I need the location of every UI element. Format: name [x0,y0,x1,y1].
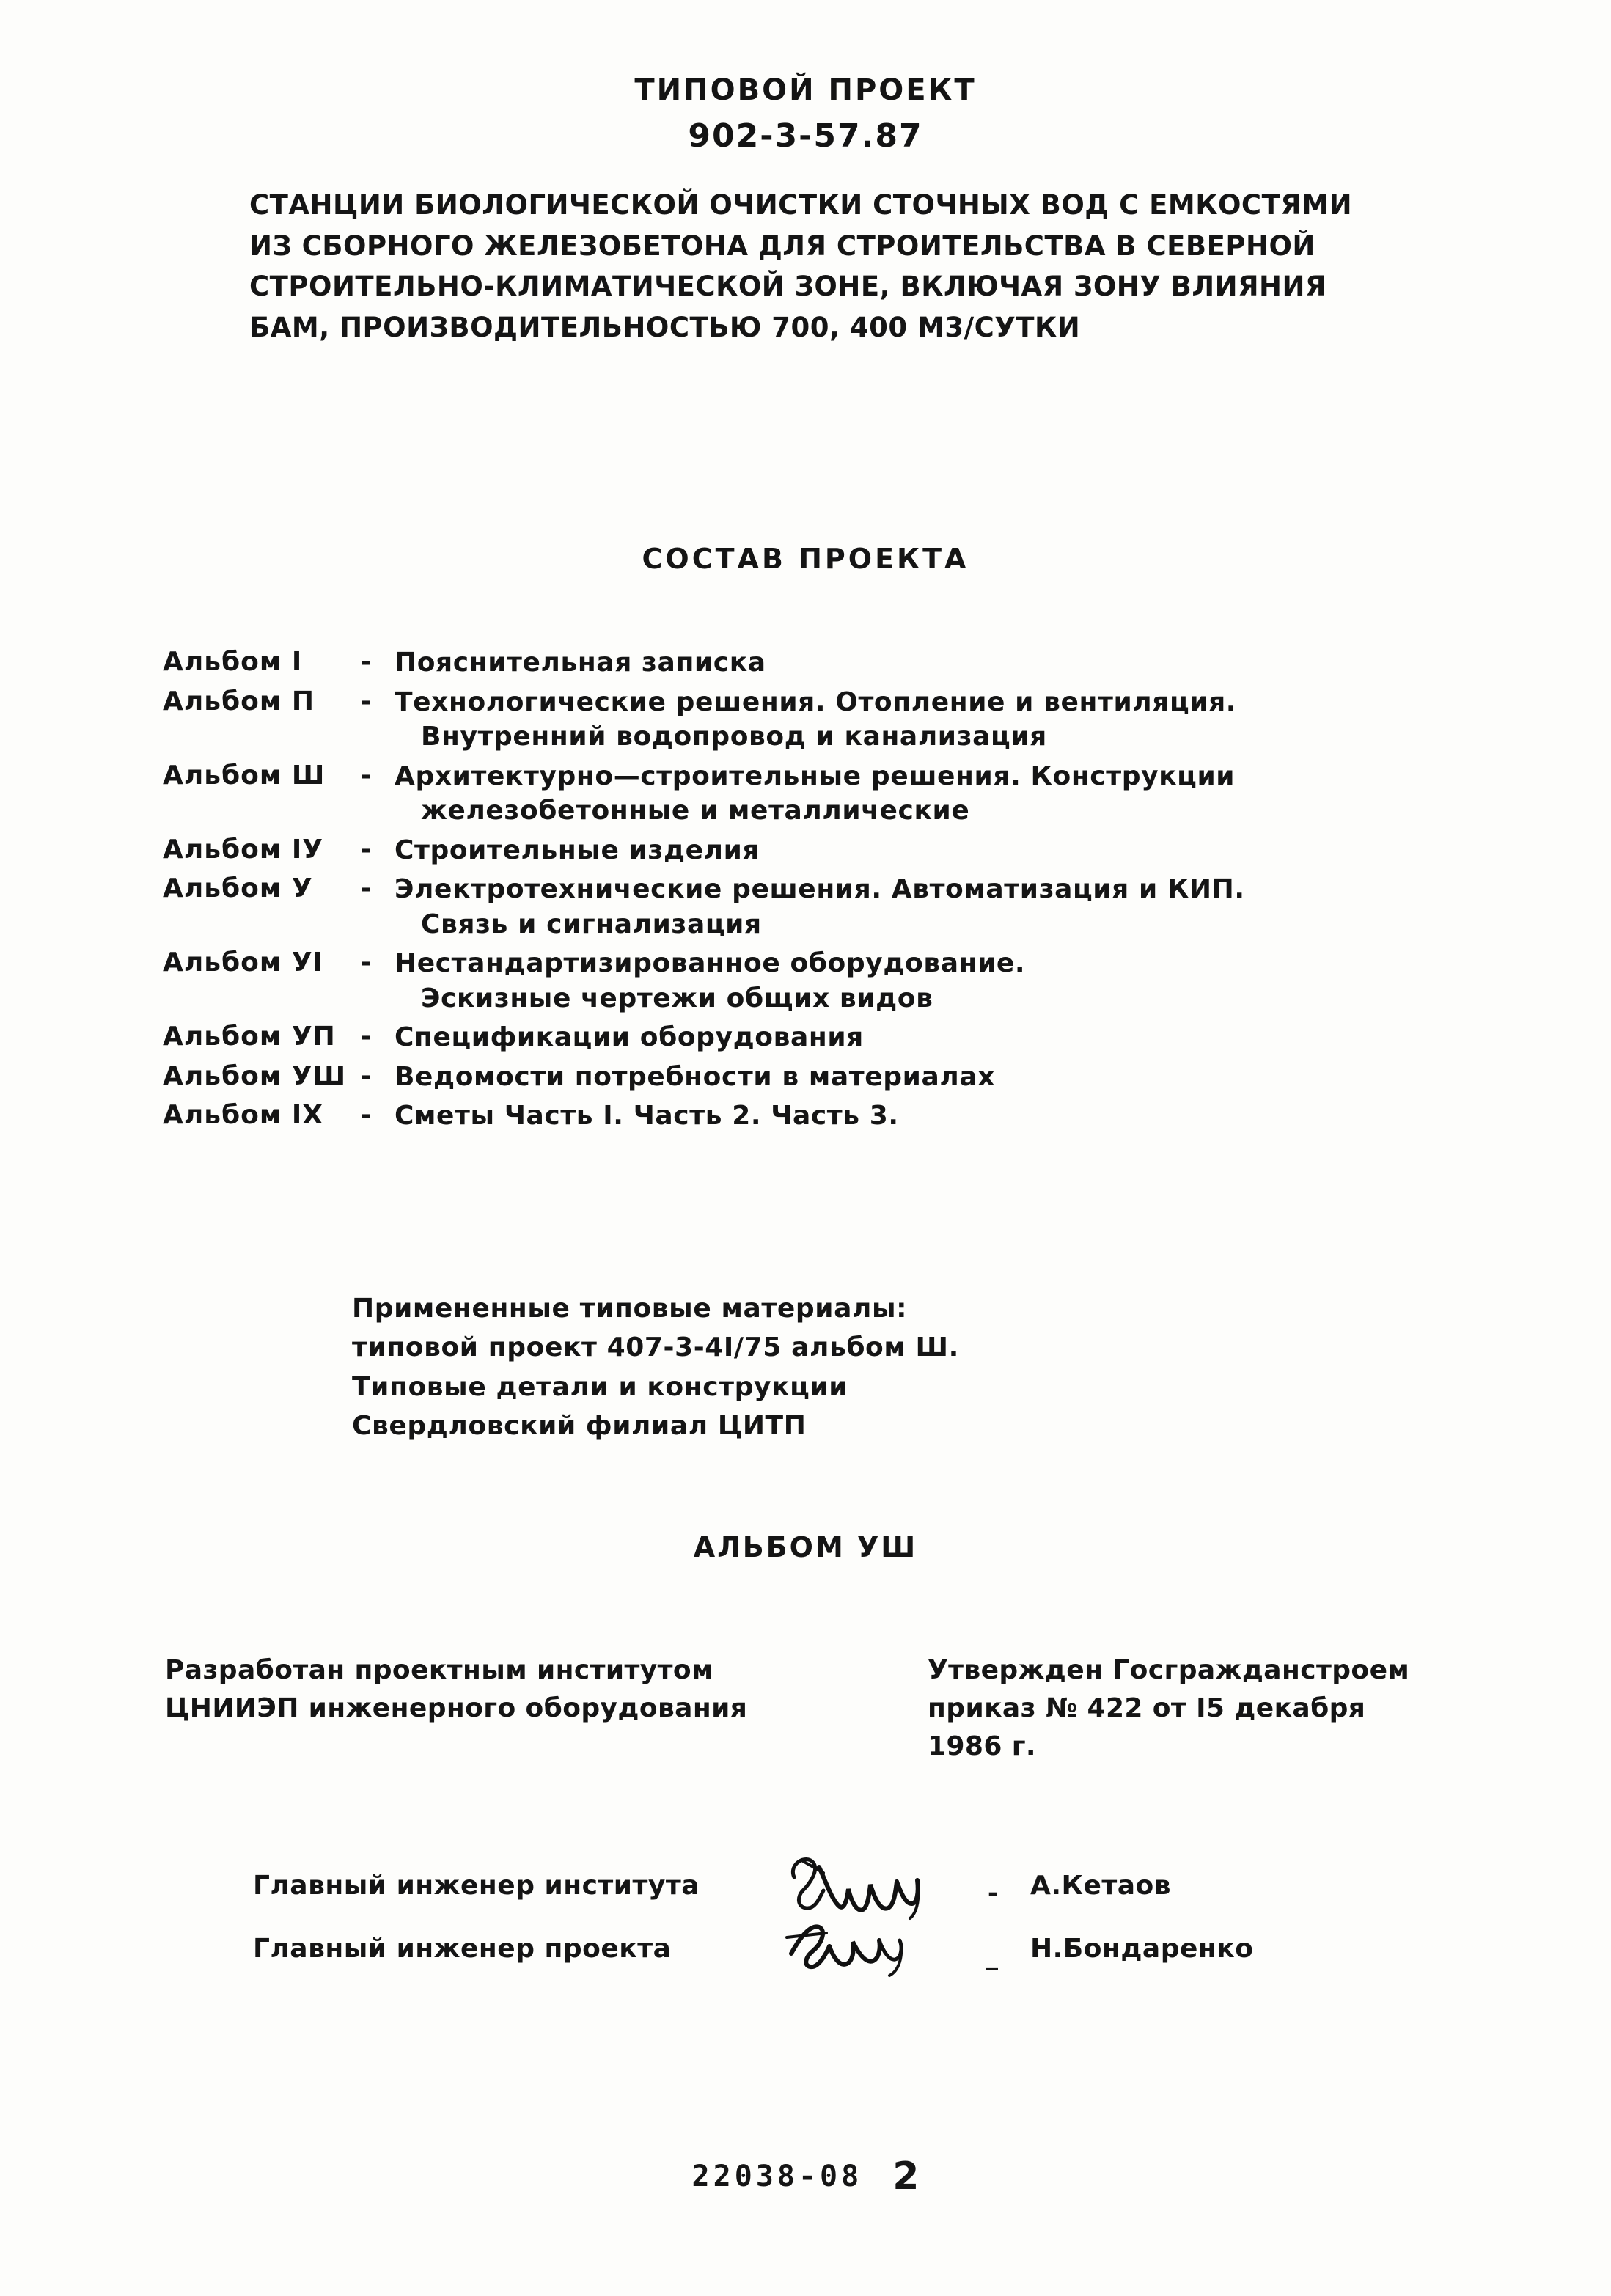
album-label: Альбом УШ [163,1060,347,1091]
album-dash: - [361,1100,372,1131]
signature-role: Главный инженер проекта [253,1933,672,1964]
signature-role: Главный инженер института [253,1870,700,1901]
project-code: 902-3-57.87 [688,117,923,155]
album-description [395,1099,1483,1134]
signature-name: Н.Бондаренко [1030,1933,1254,1964]
footer-document-code: 22038-08 [691,2160,863,2193]
album-description [395,833,1483,868]
developer-line-2: ЦНИИЭП инженерного оборудования [165,1693,748,1724]
signature-block [253,1854,1500,1980]
approval-block [165,1651,1485,1767]
album-description [395,872,1483,942]
developer-info [165,1651,796,1767]
signature-name: А.Кетаов [1030,1870,1172,1901]
approver-line-2: приказ № 422 от I5 декабря [928,1693,1366,1724]
album-description-line-1: Сметы Часть I. Часть 2. Часть 3. [395,1101,899,1132]
album-description-line-2: Эскизные чертежи общих видов [421,983,933,1013]
applied-materials-line-4: Свердловский филиал ЦИТП [352,1410,807,1441]
title-line-1: СТАНЦИИ БИОЛОГИЧЕСКОЙ ОЧИСТКИ СТОЧНЫХ ВОД С ЕМКОСТЯМИ [249,189,1353,221]
title-line-3: СТРОИТЕЛЬНО-КЛИМАТИЧЕСКОЙ ЗОНЕ, ВКЛЮЧАЯ ЗОНУ ВЛИЯНИЯ [249,271,1326,302]
applied-materials-line-3: Типовые детали и конструкции [352,1371,848,1402]
page-footer [0,2154,1611,2198]
album-description [395,1060,1483,1095]
list-item [163,833,1483,868]
current-album-name: АЛЬБОМ УШ [693,1531,918,1563]
album-description-line-1: Электротехнические решения. Автоматизация и КИП. [395,874,1245,905]
album-description-line-2: Внутренний водопровод и канализация [421,722,1047,752]
developer-line-1: Разработан проектным институтом [165,1655,713,1685]
applied-materials-line-1: Примененные типовые материалы: [352,1294,908,1324]
album-label: Альбом IX [163,1100,323,1131]
applied-materials-block [352,1289,1452,1445]
album-description-line-2: железобетонные и металлические [421,796,970,826]
album-label: Альбом Ш [163,760,326,791]
album-dash: - [361,760,372,791]
album-dash: - [361,1022,372,1052]
album-description-line-1: Технологические решения. Отопление и вентиляция. [395,686,1237,717]
applied-materials-line-2: типовой проект 407-3-4I/75 альбом Ш. [352,1332,959,1363]
approver-info [928,1651,1485,1767]
album-label: Альбом УI [163,947,323,978]
document-kicker: ТИПОВОЙ ПРОЕКТ [634,73,977,107]
album-label: Альбом П [163,686,315,716]
album-label: Альбом I [163,647,303,677]
list-item [163,1099,1483,1134]
list-item [163,872,1483,942]
album-description [395,685,1483,755]
album-description-line-1: Архитектурно—строительные решения. Конструкции [395,760,1236,791]
list-item [163,946,1483,1016]
album-description-line-1: Спецификации оборудования [395,1022,864,1053]
album-dash: - [361,1060,372,1091]
album-dash: - [361,947,372,978]
album-description-line-2: Связь и сигнализация [421,909,762,939]
list-item [163,1060,1483,1095]
album-dash: - [361,647,372,677]
approver-line-3: 1986 г. [928,1731,1037,1762]
list-item [163,685,1483,755]
signature-row [253,1917,1500,1980]
album-description [395,645,1483,681]
title-line-4: БАМ, ПРОИЗВОДИТЕЛЬНОСТЬЮ 700, 400 М3/СУТКИ [249,311,1081,343]
list-item [163,1020,1483,1055]
album-dash: - [361,686,372,716]
signature-dash: _ [986,1942,998,1971]
handwritten-signature-icon [781,1908,1001,1989]
document-title [249,185,1379,348]
album-description-line-1: Пояснительная записка [395,648,766,678]
document-header [0,73,1611,155]
album-list [163,645,1483,1138]
list-item [163,645,1483,681]
signature-dash: - [987,1879,998,1908]
title-line-2: ИЗ СБОРНОГО ЖЕЛЕЗОБЕТОНА ДЛЯ СТРОИТЕЛЬСТВА В СЕВЕРНОЙ [249,230,1315,262]
section-heading: СОСТАВ ПРОЕКТА [642,543,969,575]
album-description [395,946,1483,1016]
list-item [163,759,1483,829]
album-label: Альбом УП [163,1022,336,1052]
album-description-line-1: Нестандартизированное оборудование. [395,948,1026,979]
album-description-line-1: Строительные изделия [395,835,760,865]
album-label: Альбом IУ [163,834,323,865]
album-dash: - [361,873,372,904]
page-number: 2 [892,2154,920,2198]
approver-line-1: Утвержден Госгражданстроем [928,1655,1410,1685]
album-dash: - [361,834,372,865]
album-description-line-1: Ведомости потребности в материалах [395,1061,996,1092]
signature-mark [781,1917,1001,1980]
album-label: Альбом У [163,873,313,904]
album-description [395,759,1483,829]
album-description [395,1020,1483,1055]
